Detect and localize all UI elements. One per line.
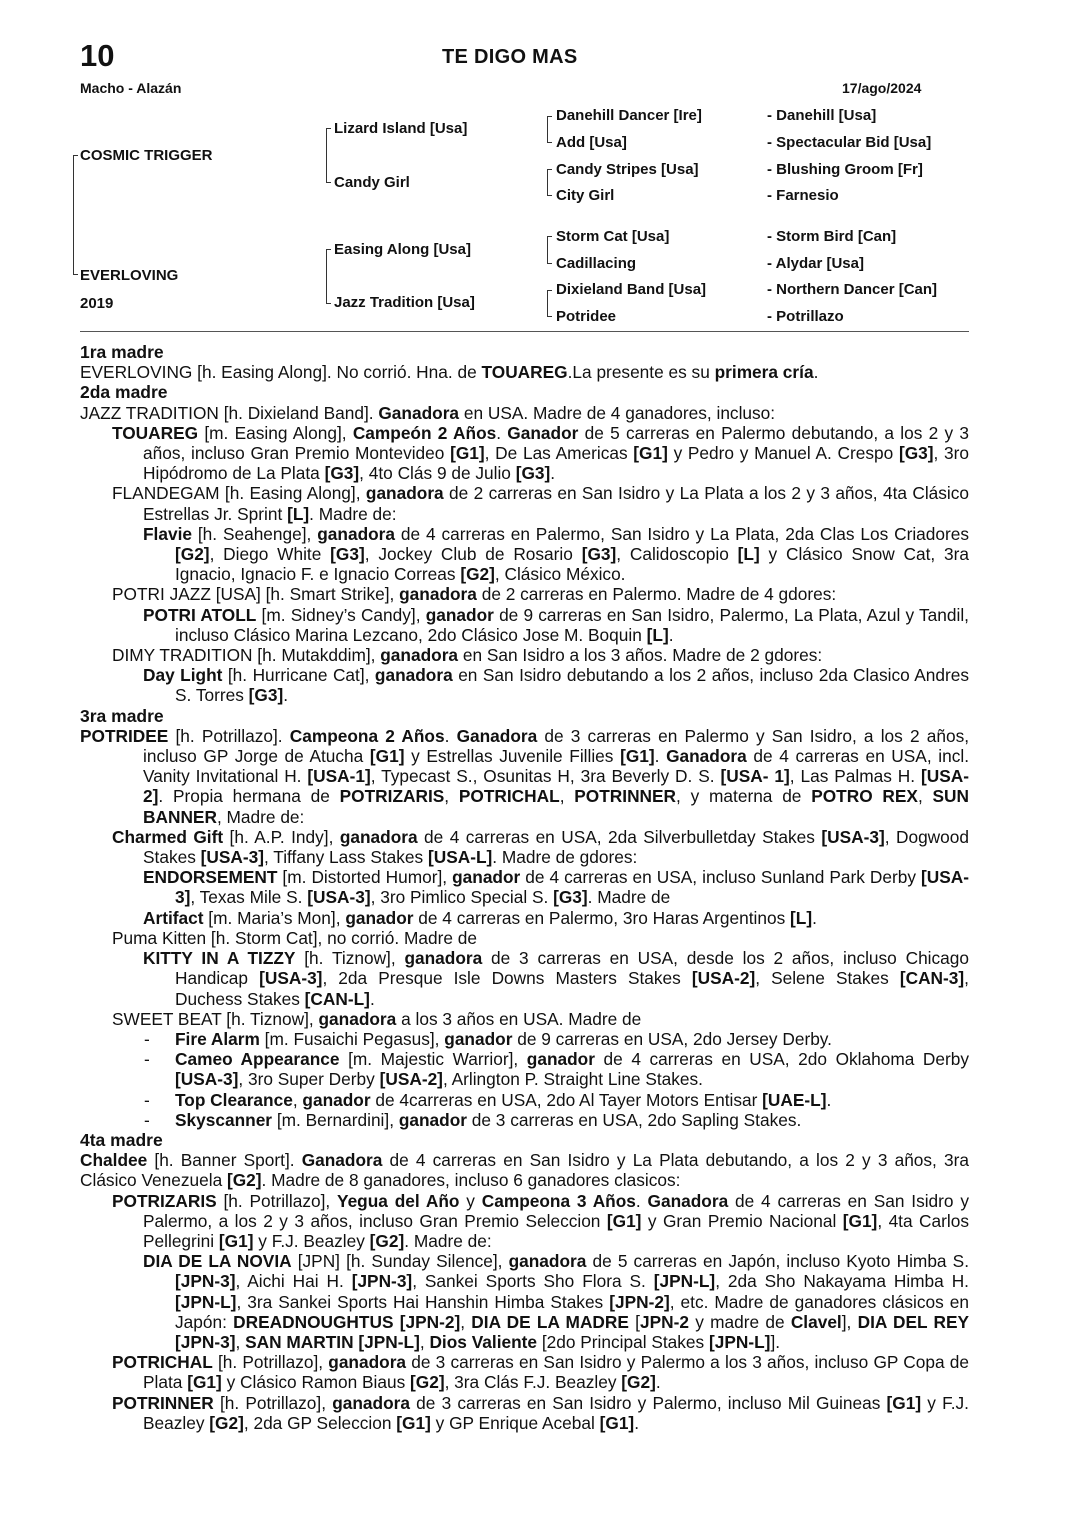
ped-g3: Candy Stripes [Usa] [556,161,699,178]
ped-g3: Add [Usa] [556,134,627,151]
paragraph: Day Light [h. Hurricane Cat], ganadora en San Isidro debutando a los 2 años, incluso 2da Clasico Andres S. Torres [G3]. [143,665,969,706]
ped-ds: Easing Along [Usa] [334,241,471,258]
ped-g3: Cadillacing [556,255,637,272]
paragraph: Chaldee [h. Banner Sport]. Ganadora de 4 carreras en San Isidro y La Plata debutando, a los 2 y 3 años, 3ra Clásico Venezuela [G2]. Madre de 8 ganadores, incluso 6 ganadores clasicos: [80,1150,969,1191]
heading-3ra-madre: 3ra madre [80,705,164,726]
catalog-date: 17/ago/2024 [842,80,922,96]
paragraph: DIA DE LA NOVIA [JPN] [h. Sunday Silence], ganadora de 5 carreras en Japón, incluso Kyoto Himba S. [JPN-3], Aichi Hai H. [JPN-3], Sankei Sports Sho Flora S. [JPN-L], 2da Sho Nakayama Himba H. [JPN-L], 3ra Sankei Sports Hai Hanshin Himba Stakes [JPN-2], etc. Madre de ganadores clásicos en Japón: DREADNOUGHTUS [JPN-2], DIA DE LA MADRE [JPN-2 y madre de Clavel], DIA DEL REY [JPN-3], SAN MARTIN [JPN-L], Dios Valiente [2do Principal Stakes [JPN-L]]. [143,1251,970,1352]
ped-g4: - Potrillazo [767,308,844,325]
ped-g4: - Farnesio [767,187,839,204]
ped-g3: Dixieland Band [Usa] [556,281,707,298]
heading-4ta-madre: 4ta madre [80,1129,163,1150]
paragraph: JAZZ TRADITION [h. Dixieland Band]. Ganadora en USA. Madre de 4 ganadores, incluso: [80,402,776,423]
paragraph: POTRI ATOLL [m. Sidney’s Candy], ganador de 9 carreras en San Isidro, Palermo, La Plata, Azul y Tandil, incluso Clásico Marina Lezcano, 2do Clásico Jose M. Boquin [L]. [143,604,969,645]
paragraph: POTRINNER [h. Potrillazo], ganadora de 3 carreras en San Isidro y Palermo, incluso Mil Guineas [G1] y F.J. Beazley [G2], 2da GP Seleccion [G1] y GP Enrique Acebal [G1]. [112,1392,969,1433]
paragraph: TOUAREG [m. Easing Along], Campeón 2 Años. Ganador de 5 carreras en Palermo debutando, a los 2 y 3 años, incluso Gran Premio Montevideo [G1], De Las Americas [G1] y Pedro y Manuel A. Crespo [G3], 3ro Hipódromo de La Plata [G3], 4to Clás 9 de Julio [G3]. [112,422,969,484]
list-item: - Skyscanner [m. Bernardini], ganador de 3 carreras en USA, 2do Sapling Stakes. [144,1109,802,1130]
ped-dd: Jazz Tradition [Usa] [334,294,475,311]
ped-sire: COSMIC TRIGGER [80,147,213,164]
ped-g3: Danehill Dancer [Ire] [556,107,702,124]
paragraph: Puma Kitten [h. Storm Cat], no corrió. Madre de [112,927,477,948]
paragraph: KITTY IN A TIZZY [h. Tiznow], ganadora de 3 carreras en USA, desde los 2 años, incluso Chicago Handicap [USA-3], 2da Presque Isle Downs Masters Stakes [USA-2], Selene Stakes [CAN-3], Duchess Stakes [CAN-L]. [143,948,969,1009]
ped-year: 2019 [80,295,114,312]
paragraph: EVERLOVING [h. Easing Along]. No corrió. Hna. de TOUAREG.La presente es su primera cría. [80,362,819,383]
ped-g3: Potridee [556,308,617,325]
list-item: - Fire Alarm [m. Fusaichi Pegasus], ganador de 9 carreras en USA, 2do Jersey Derby. [144,1028,832,1049]
paragraph: SWEET BEAT [h. Tiznow], ganadora a los 3 años en USA. Madre de [112,1008,642,1029]
paragraph: FLANDEGAM [h. Easing Along], ganadora de 2 carreras en San Isidro y La Plata a los 2 y 3 años, 4ta Clásico Estrellas Jr. Sprint [L]. Madre de: [112,483,970,524]
ped-g4: - Storm Bird [Can] [767,228,897,245]
ped-g3: City Girl [556,187,615,204]
paragraph: POTRIZARIS [h. Potrillazo], Yegua del Año y Campeona 3 Años. Ganadora de 4 carreras en San Isidro y Palermo, a los 2 y 3 años, incluso Gran Premio Seleccion [G1] y Gran Premio Nacional [G1], 4ta Carlos Pellegrini [G1] y F.J. Beazley [G2]. Madre de: [112,1190,969,1251]
list-item: - Top Clearance, ganador de 4carreras en USA, 2do Al Tayer Motors Entisar [UAE-L]. [144,1089,832,1110]
heading-2da-madre: 2da madre [80,382,168,403]
paragraph: ENDORSEMENT [m. Distorted Humor], ganador de 4 carreras en USA, incluso Sunland Park Derby [USA-3], Texas Mile S. [USA-3], 3ro Pimlico Special S. [G3]. Madre de [143,867,970,908]
divider [80,331,969,332]
heading-1ra-madre: 1ra madre [80,342,164,362]
ped-g4: - Alydar [Usa] [767,255,864,272]
horse-name: TE DIGO MAS [442,46,578,68]
ped-g4: - Blushing Groom [Fr] [767,161,923,178]
produce-record [80,342,969,1433]
ped-g4: - Northern Dancer [Can] [767,281,938,298]
paragraph: POTRIDEE [h. Potrillazo]. Campeona 2 Años. Ganadora de 3 carreras en Palermo y San Isidro, a los 2 años, incluso GP Jorge de Atucha [G1] y Estrellas Juvenile Fillies [G1]. Ganadora de 4 carreras en USA, incl. Vanity Invitational H. [USA-1], Typecast S., Osunitas H, 3ra Beverly D. S. [USA- 1], Las Palmas H. [USA-2]. Propia hermana de POTRIZARIS, POTRICHAL, POTRINNER, y materna de POTRO REX, SUN BANNER, Madre de: [80,725,970,827]
ped-g4: - Danehill [Usa] [767,107,877,124]
paragraph: Charmed Gift [h. A.P. Indy], ganadora de 4 carreras en USA, 2da Silverbulletday Stakes [USA-3], Dogwood Stakes [USA-3], Tiffany Lass Stakes [USA-L]. Madre de gdores: [112,826,969,868]
ped-sd: Candy Girl [334,174,410,191]
lot-number: 10 [80,38,115,73]
paragraph: POTRICHAL [h. Potrillazo], ganadora de 3 carreras en San Isidro y Palermo a los 3 años, incluso GP Copa de Plata [G1] y Clásico Ramon Biaus [G2], 3ra Clás F.J. Beazley [G2]. [112,1352,970,1393]
sex-color: Macho - Alazán [80,80,182,96]
paragraph: DIMY TRADITION [h. Mutakddim], ganadora en San Isidro a los 3 años. Madre de 2 gdores: [112,645,823,666]
ped-dam: EVERLOVING [80,267,179,284]
ped-ss: Lizard Island [Usa] [334,120,468,137]
paragraph: Artifact [m. Maria’s Mon], ganador de 4 carreras en Palermo, 3ro Haras Argentinos [L]. [143,907,817,928]
paragraph: Flavie [h. Seahenge], ganadora de 4 carreras en Palermo, San Isidro y La Plata, 2da Clas Los Criadores [G2], Diego White [G3], Jockey Club de Rosario [G3], Calidoscopio [L] y Clásico Snow Cat, 3ra Ignacio, Ignacio F. e Ignacio Correas [G2], Clásico México. [143,523,969,585]
ped-g3: Storm Cat [Usa] [556,228,670,245]
ped-g4: - Spectacular Bid [Usa] [767,134,932,151]
paragraph: POTRI JAZZ [USA] [h. Smart Strike], ganadora de 2 carreras en Palermo. Madre de 4 gdores: [112,584,837,605]
list-item: - Cameo Appearance [m. Majestic Warrior], ganador de 4 carreras en USA, 2do Oklahoma Derby [USA-3], 3ro Super Derby [USA-2], Arlington P. Straight Line Stakes. [144,1049,970,1090]
